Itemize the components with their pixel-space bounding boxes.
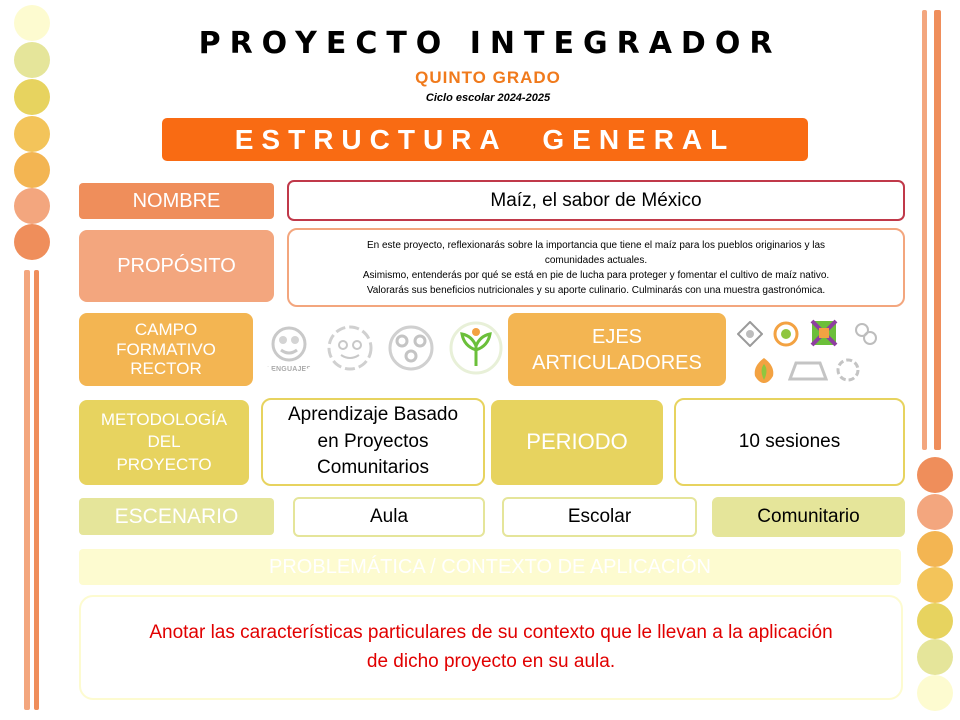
proposito-line: comunidades actuales. — [544, 254, 648, 266]
decor-circle — [14, 224, 50, 260]
decor-circle — [14, 152, 50, 188]
decor-circle — [917, 494, 953, 530]
nombre-label: NOMBRE — [79, 183, 274, 219]
periodo-field[interactable]: 10 sesiones — [674, 398, 905, 486]
metodologia-field[interactable] — [261, 398, 485, 486]
campo-label — [79, 313, 253, 386]
vida-saludable-icon — [750, 356, 778, 384]
escenario-option-comunitario[interactable]: Comunitario — [712, 497, 905, 537]
metodologia-label-line: PROYECTO — [116, 454, 212, 474]
saberes-logo-icon — [322, 320, 378, 376]
nombre-field[interactable]: Maíz, el sabor de México — [287, 180, 905, 221]
artes-icon — [834, 356, 862, 384]
ejes-label-line: ARTICULADORES — [532, 351, 702, 374]
decor-circle — [14, 188, 50, 224]
escenario-option-aula[interactable]: Aula — [293, 497, 485, 537]
campo-label-line: CAMPO — [134, 320, 198, 340]
metodologia-label — [79, 400, 249, 485]
ejes-label-line: EJES — [591, 325, 643, 348]
decor-circle — [917, 531, 953, 567]
inclusion-icon — [736, 320, 764, 348]
proposito-line: Valorarás sus beneficios nutricionales y su aporte culinario. Culminarás con una muestra gastronómica. — [366, 284, 826, 296]
campo-label-line: RECTOR — [130, 359, 202, 379]
proposito-field[interactable] — [287, 228, 905, 307]
problematica-line: de dicho proyecto en su aula. — [366, 650, 616, 672]
pensamiento-critico-icon — [772, 320, 800, 348]
igualdad-genero-icon — [852, 320, 880, 348]
etica-logo-graphic — [386, 323, 436, 373]
grade-subtitle: QUINTO GRADO — [415, 68, 561, 87]
decor-circle — [14, 116, 50, 152]
proposito-label: PROPÓSITO — [79, 230, 274, 302]
naturaleza-logo-graphic — [448, 320, 504, 376]
interculturalidad-icon — [810, 319, 838, 347]
decor-circle — [917, 639, 953, 675]
decor-circle — [917, 567, 953, 603]
school-cycle: Ciclo escolar 2024-2025 — [425, 92, 551, 104]
decor-circle — [917, 457, 953, 493]
periodo-label: PERIODO — [491, 400, 663, 485]
decor-circle — [917, 675, 953, 711]
page-title: PROYECTO INTEGRADOR — [198, 26, 782, 61]
lenguajes-caption: LENGUAJES — [266, 365, 312, 373]
metodologia-label-line: DEL — [147, 432, 181, 452]
proposito-line: En este proyecto, reflexionarás sobre la importancia que tiene el maíz para los pueblos originarios y las — [366, 239, 826, 251]
metodologia-value-line: Aprendizaje Basado — [287, 404, 459, 426]
problematica-label: PROBLEMÁTICA / CONTEXTO DE APLICACIÓN — [79, 549, 901, 585]
ejes-label — [508, 313, 726, 386]
lenguajes-logo-icon — [261, 320, 317, 376]
lectura-escritura-icon — [788, 356, 828, 384]
campo-label-line: FORMATIVO — [116, 339, 216, 359]
escenario-label: ESCENARIO — [79, 498, 274, 535]
proposito-line: Asimismo, entenderás por qué se está en pie de lucha para proteger y fomentar el cultivo de maíz nativo. — [362, 269, 830, 281]
naturaleza-logo-icon — [446, 318, 506, 378]
decor-bar — [34, 270, 39, 710]
saberes-logo-graphic — [325, 323, 375, 373]
lenguajes-logo-graphic — [269, 324, 309, 364]
metodologia-label-line: METODOLOGÍA — [100, 410, 228, 430]
section-banner: ESTRUCTURA GENERAL — [162, 118, 808, 161]
problematica-field[interactable] — [79, 595, 903, 700]
escenario-option-escolar[interactable]: Escolar — [502, 497, 697, 537]
decor-circle — [917, 603, 953, 639]
metodologia-value-line: Comunitarios — [317, 457, 429, 479]
decor-bar — [24, 270, 30, 710]
metodologia-value-line: en Proyectos — [317, 430, 429, 452]
etica-logo-icon — [383, 320, 439, 376]
problematica-line: Anotar las características particulares de su contexto que le llevan a la aplicación — [149, 622, 833, 643]
